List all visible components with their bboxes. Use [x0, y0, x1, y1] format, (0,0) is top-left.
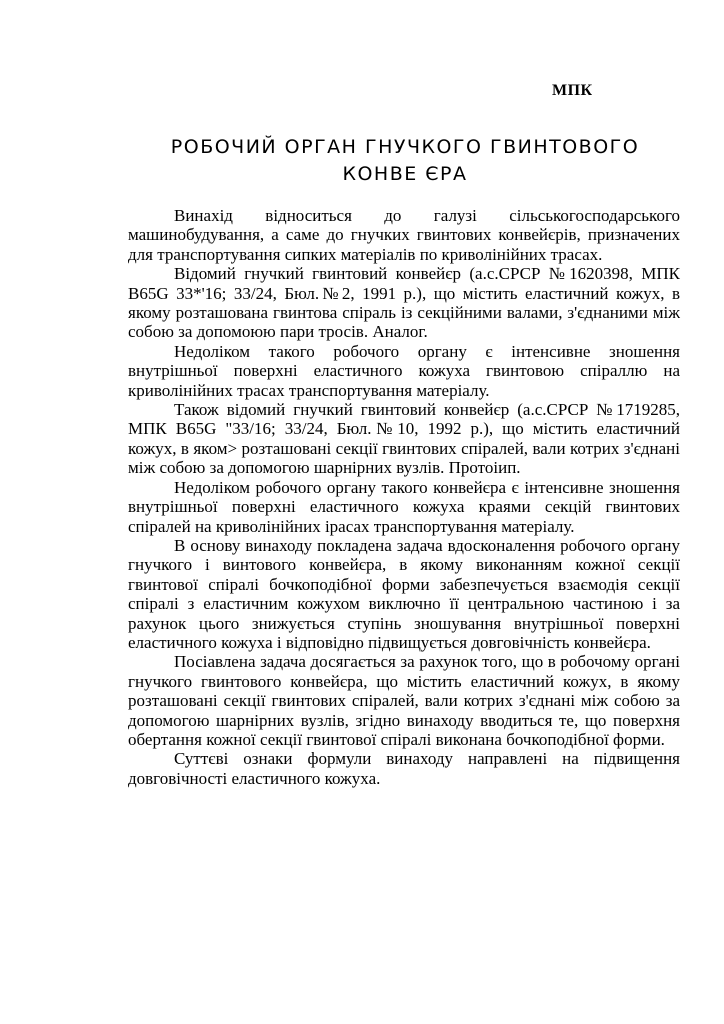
title-line-1: РОБОЧИЙ ОРГАН ГНУЧКОГО ГВИНТОВОГО	[170, 136, 640, 158]
paragraph-analog: Відомий гнучкий гвинтовий конвейєр (а.с.СРСР №1620398, МПК В65G 33*'16; 33/24, Бюл.№2, 1991 р.), що містить еластичний кожух, в якому розташована гвинтова спіраль із секційними валами, з'єднаними між собою за допомоюю пари тросів. Аналог.	[128, 264, 680, 342]
ipc-label: МПК	[552, 82, 593, 99]
paragraph-prototype-drawback: Недоліком робочого органу такого конвейєра є інтенсивне зношення внутрішньої поверхні еластичного кожуха краями секцій гвинтових спіралей на криволінійних ірасах транспортування матеріалу.	[128, 477, 680, 536]
title-line-2: КОНВЕ ЄРА	[342, 163, 468, 185]
paragraph-prototype: Також відомий гнучкий гвинтовий конвейєр (а.с.СРСР №1719285, МПК В65G "33/16; 33/24, Бюл.№10, 1992 р.), що містить еластичний кожух, в яком> розташовані секції гвинтових спіралей, вали котрих з'єднані між собою за допомогою шарнірних вузлів. Протоіип.	[128, 400, 680, 478]
document-title	[130, 134, 680, 188]
paragraph-objective: В основу винаходу покладена задача вдосконалення робочого органу гнучкого і винтового конвейєра, в якому виконанням кожної секції гвинтової спіралі бочкоподібної форми забезпечується взаємодія секції спіралі з еластичним кожухом виключно її центральною частиною і за рахунок цього знижується ступінь зношування внутрішньої поверхні еластичного кожуха і відповідно підвищується довговічність конвейєра.	[128, 535, 680, 652]
paragraph-analog-drawback: Недоліком такого робочого органу є інтенсивне зношення внутрішньої поверхні еластичного кожуха гвинтовою спіраллю на криволінійних трасах транспортування матеріалу.	[128, 341, 680, 400]
document-body	[128, 206, 680, 788]
paragraph-solution: Посіавлена задача досягається за рахунок того, що в робочому органі гнучкого гвинтового конвейєра, що містить еластичний кожух, в якому розташовані секції гвинтових спіралей, вали котрих з'єднані між собою за допомогою шарнірних вузлів, згідно винаходу вводиться те, що поверхня обертання кожної секції гвинтової спіралі виконана бочкоподібної форми.	[128, 652, 680, 749]
paragraph-essential-features: Суттєві ознаки формули винаходу направлені на підвищення довговічності еластичного кожуха.	[128, 749, 680, 788]
paragraph-field-of-invention: Винахід відноситься до галузі сільськогосподарського машинобудування, а саме до гнучких гвинтових конвейєрів, призначених для транспортування сипких матеріалів по криволінійних трасах.	[128, 206, 680, 264]
